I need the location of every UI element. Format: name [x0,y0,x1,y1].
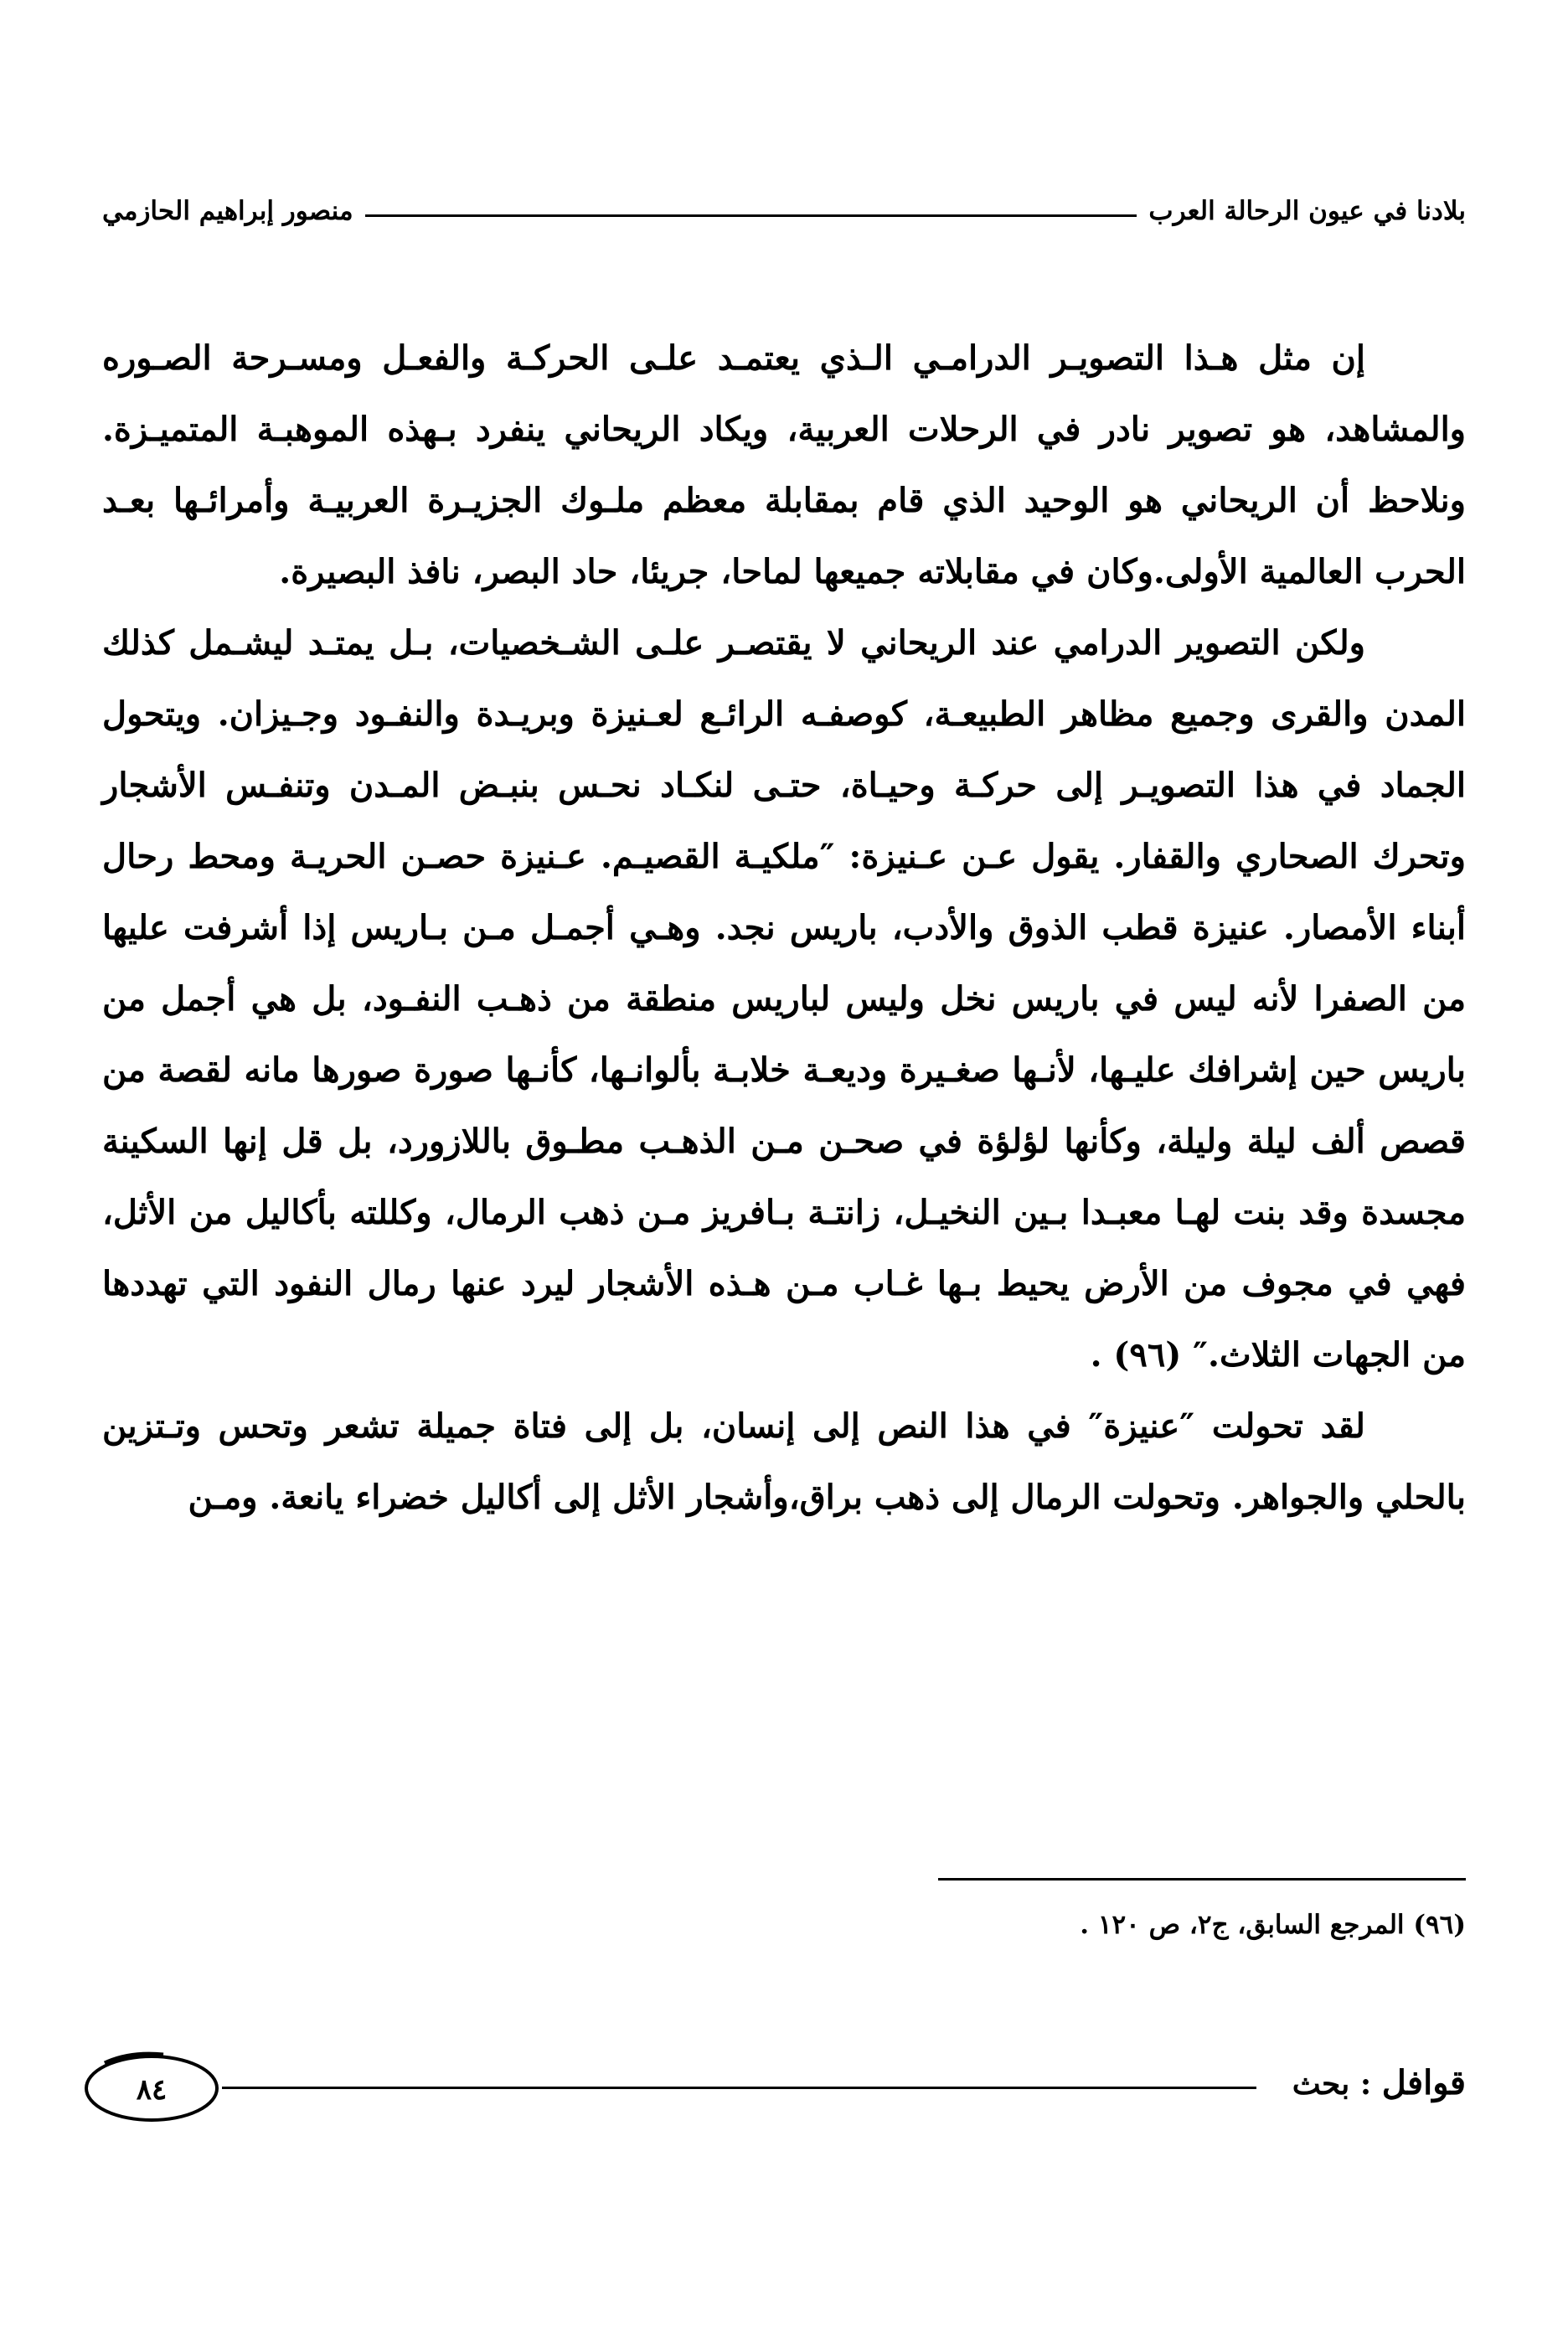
footer-journal [1292,2063,1466,2102]
page-footer [80,2040,1466,2132]
paragraph: إن مثل هـذا التصويـر الدرامـي الـذي يعتمـد علـى الحركـة والفعـل ومسـرحة الصـوره والمشاهد، هو تصوير نادر في الرحلات العربية، ويكاد الريحاني ينفرد بـهذه الموهبـة المتميـزة. ونلاحظ أن الريحاني هو الوحيد الذي قام بمقابلة معظم ملـوك الجزيـرة العربيـة وأمرائـها بعـد الحرب العالمية الأولى.وكان في مقابلاته جميعها لماحا، جريئا، حاد البصر، نافذ البصيرة. [102,338,1466,591]
running-header [102,186,1466,236]
journal-name: قوافل [1381,2063,1466,2102]
footnote: (٩٦) المرجع السابق، ج٢، ص ١٢٠ . [1080,1910,1466,1940]
paragraph: ولكن التصوير الدرامي عند الريحاني لا يقتصـر علـى الشـخصيات، بـل يمتـد ليشـمل كذلك المدن والقرى وجميع مظاهر الطبيعـة، كوصفـه الرائـع لعـنيزة وبريـدة والنفـود وجـيزان. ويتحول الجماد في هذا التصويـر إلى حركـة وحيـاة، حتـى لنكـاد نحـس بنبـض المـدن وتنفـس الأشجار وتحرك الصحاري والقفار. يقول عـن عـنيزة: ″ملكيـة القصيـم. عـنيزة حصـن الحريـة ومحط رحال أبناء الأمصار. عنيزة قطب الذوق والأدب، باريس نجد. وهـي أجمـل مـن بـاريس إذا أشرفت عليها من الصفرا لأنه ليس في باريس نخل وليس لباريس منطقة من ذهـب النفـود، بل هي أجمل من باريس حين إشرافك عليـها، لأنـها صغـيرة وديعـة خلابـة بألوانـها، كأنـها صورة صورها مانه لقصة من قصص ألف ليلة وليلة، وكأنها لؤلؤة في صحـن مـن الذهـب مطـوق باللازورد، بل قل إنها السكينة مجسدة وقد بنت لهـا معبـدا بـين النخيـل، زانتـة بـافريز مـن ذهب الرمال، وكللته بأكاليل من الأثل، فهي في مجوف من الأرض يحيط بـها غـاب مـن هـذه الأشجار ليرد عنها رمال النفود التي تهددها من الجهات الثلاث.″ (٩٦) . [102,623,1466,1375]
footer-rule [222,2087,1256,2089]
body-text [102,322,1466,1533]
header-book-title: بلادنا في عيون الرحالة العرب [1148,196,1466,226]
footnote-separator [938,1878,1466,1881]
header-author: منصور إبراهيم الحازمي [102,196,353,226]
header-rule [365,214,1137,217]
page-number: ٨٤ [136,2073,168,2107]
section-label: : بحث [1292,2066,1372,2102]
paragraph: لقد تحولت ″عنيزة″ في هذا النص إلى إنسان، بل إلى فتاة جميلة تشعر وتحس وتـتزين بالحلي والجواهر. وتحولت الرمال إلى ذهب براق،وأشجار الأثل إلى أكاليل خضراء يانعة. ومـن [102,1406,1466,1517]
